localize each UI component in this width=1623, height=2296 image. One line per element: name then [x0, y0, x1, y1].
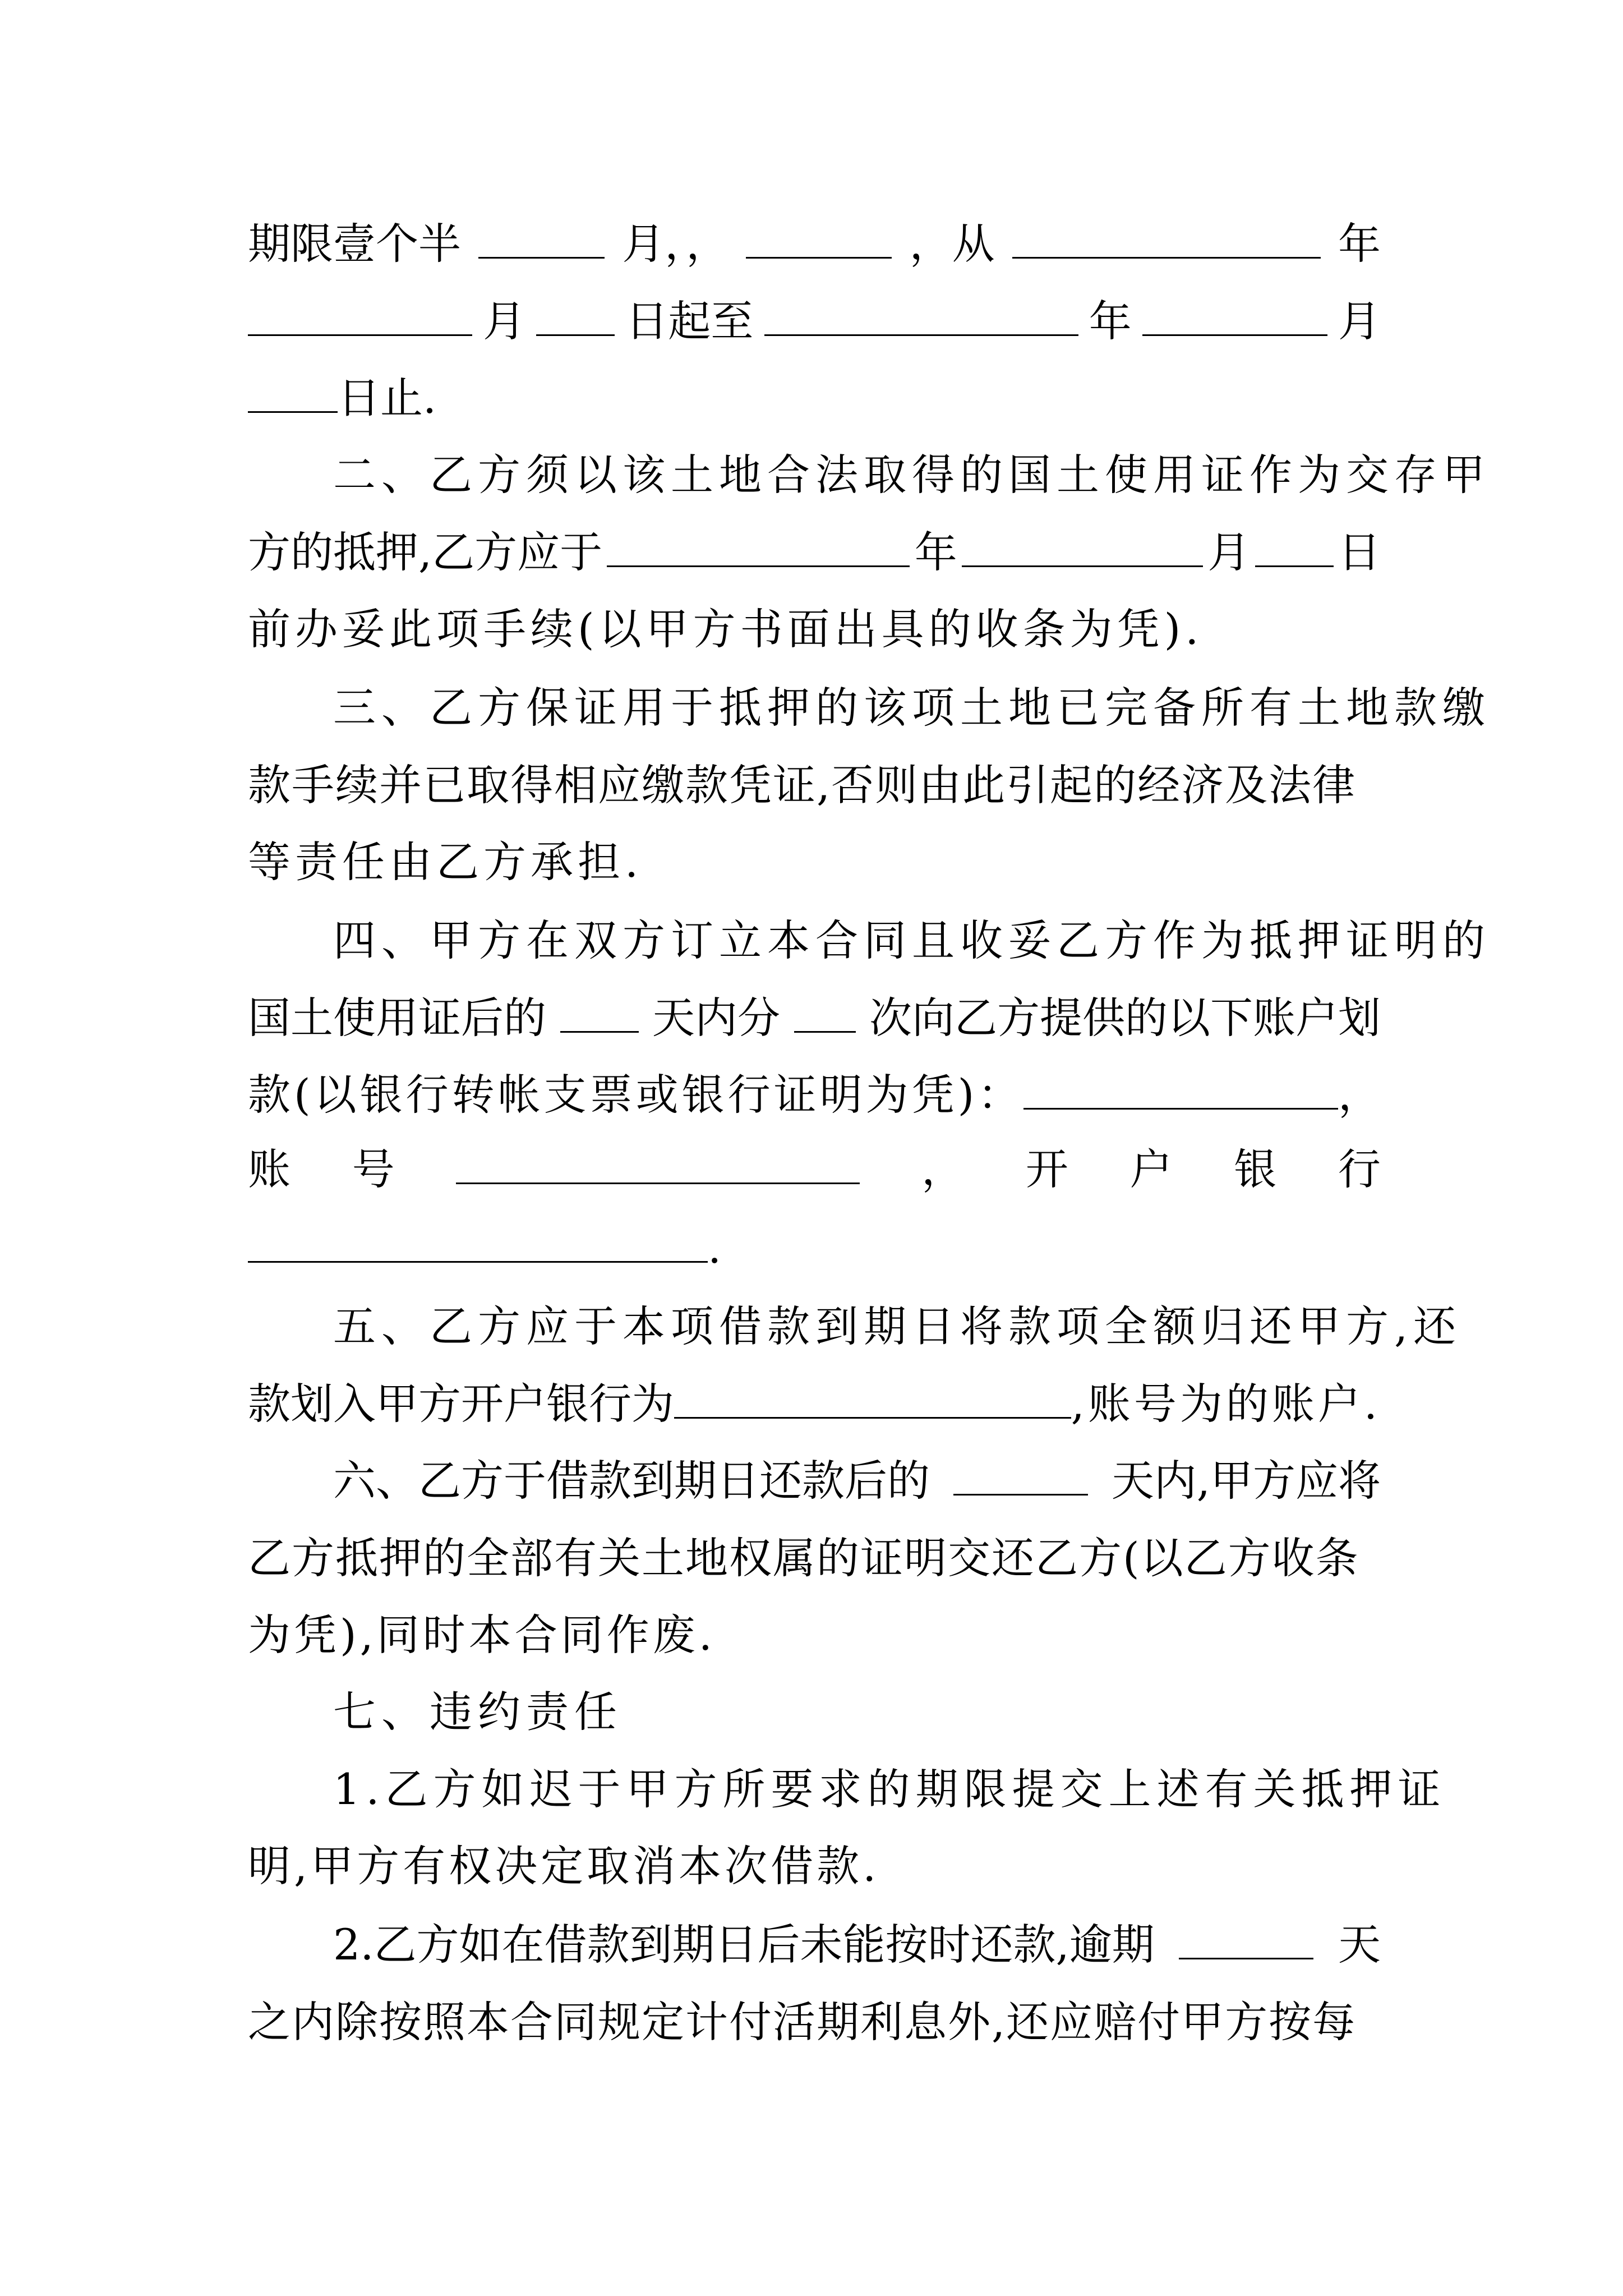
text-run: 年 [914, 527, 957, 577]
text-run: ， [1338, 1070, 1381, 1120]
text-run: 年 [1338, 219, 1381, 269]
text-run: 年 [1089, 296, 1132, 346]
fill-blank [478, 218, 605, 259]
paragraph-4-line-1: 四、甲方在双方订立本合同且收妥乙方作为抵押证明的 [333, 915, 1491, 965]
text-run: 方的抵押,乙方应于 [248, 527, 603, 577]
text-line [248, 1368, 1381, 1441]
text-run: 天内,甲方应将 [1111, 1456, 1381, 1506]
fill-blank [248, 295, 472, 336]
text-line [248, 362, 1381, 435]
paragraph-6-line-3: 为凭),同时本合同作废. [248, 1610, 716, 1660]
text-run: 开 [1025, 1144, 1068, 1194]
paragraph-5-line-1: 五、乙方应于本项借款到期日将款项全额归还甲方,还 [333, 1301, 1462, 1351]
text-run: 款划入甲方开户银行为 [248, 1379, 674, 1429]
text-run: 次向乙方提供的以下账户划 [869, 993, 1381, 1043]
fill-blank [794, 992, 856, 1033]
fill-blank [607, 526, 910, 567]
section-heading: 七、违约责任 [333, 1687, 623, 1737]
paragraph-3-line-1: 三、乙方保证用于抵押的该项土地已完备所有土地款缴 [333, 683, 1491, 733]
clause-1-line-2: 明,甲方有权决定取消本次借款. [248, 1841, 880, 1891]
text-line [248, 1212, 1381, 1285]
text-run: 款(以银行转帐支票或银行证明为凭)： [248, 1070, 1024, 1120]
fill-blank [248, 372, 338, 413]
text-run: 2.乙方如在借款到期日后未能按时还款,逾期 [333, 1920, 1155, 1970]
paragraph-2-line-1: 二、乙方须以该土地合法取得的国土使用证作为交存甲 [333, 450, 1491, 500]
fill-blank [1012, 218, 1321, 259]
text-run: 天 [1338, 1920, 1381, 1970]
text-run: 国土使用证后的 [248, 993, 546, 1043]
text-run: ，从 [909, 219, 995, 269]
fill-blank [1179, 1918, 1313, 1959]
fill-blank [1255, 526, 1334, 567]
text-run: 六、乙方于借款到期日还款后的 [333, 1456, 930, 1506]
fill-blank [1023, 1069, 1338, 1110]
text-run: 行 [1338, 1144, 1381, 1194]
text-line [333, 1908, 1381, 1981]
fill-blank [1142, 295, 1327, 336]
text-line [248, 285, 1381, 358]
text-line [248, 1059, 1381, 1131]
text-run: 期限壹个半 [248, 219, 461, 269]
paragraph-3-line-3: 等责任由乙方承担. [248, 837, 643, 887]
fill-blank [962, 526, 1203, 567]
fill-blank [536, 295, 615, 336]
fill-blank [248, 1222, 708, 1263]
text-run: 日止. [338, 373, 437, 423]
paragraph-6-line-2: 乙方抵押的全部有关土地权属的证明交还乙方(以乙方收条 [248, 1533, 1359, 1583]
fill-blank [746, 218, 892, 259]
text-line [248, 1133, 1381, 1206]
text-run: 日起至 [625, 296, 754, 346]
text-run: . [708, 1223, 722, 1273]
text-line [248, 982, 1381, 1055]
clause-2-line-2: 之内除按照本合同规定计付活期利息外,还应赔付甲方按每 [248, 1997, 1357, 2047]
fill-blank [953, 1455, 1088, 1496]
text-run: 月 [1338, 296, 1381, 346]
text-run: ， [921, 1144, 965, 1194]
fill-blank [674, 1378, 1071, 1419]
paragraph-2-line-3: 前办妥此项手续(以甲方书面出具的收条为凭). [248, 604, 1204, 654]
text-run: 银 [1234, 1144, 1277, 1194]
text-run: 天内分 [652, 993, 780, 1043]
paragraph-3-line-2: 款手续并已取得相应缴款凭证,否则由此引起的经济及法律 [248, 760, 1357, 810]
fill-blank [560, 992, 639, 1033]
text-run: 月 [483, 296, 526, 346]
text-line [248, 516, 1381, 589]
text-run: 月 [1207, 527, 1251, 577]
text-run: 户 [1129, 1144, 1173, 1194]
clause-1-line-1: 1.乙方如迟于甲方所要求的期限提交上述有关抵押证 [333, 1764, 1446, 1814]
text-line [333, 1444, 1381, 1517]
text-run: ,账号为的账户. [1071, 1379, 1381, 1429]
text-run: 日 [1338, 527, 1381, 577]
text-run: 账 [248, 1144, 291, 1194]
fill-blank [764, 295, 1078, 336]
text-run: 号 [352, 1144, 395, 1194]
text-run: 月，， [622, 219, 729, 269]
fill-blank [456, 1143, 860, 1184]
text-line [248, 208, 1381, 280]
